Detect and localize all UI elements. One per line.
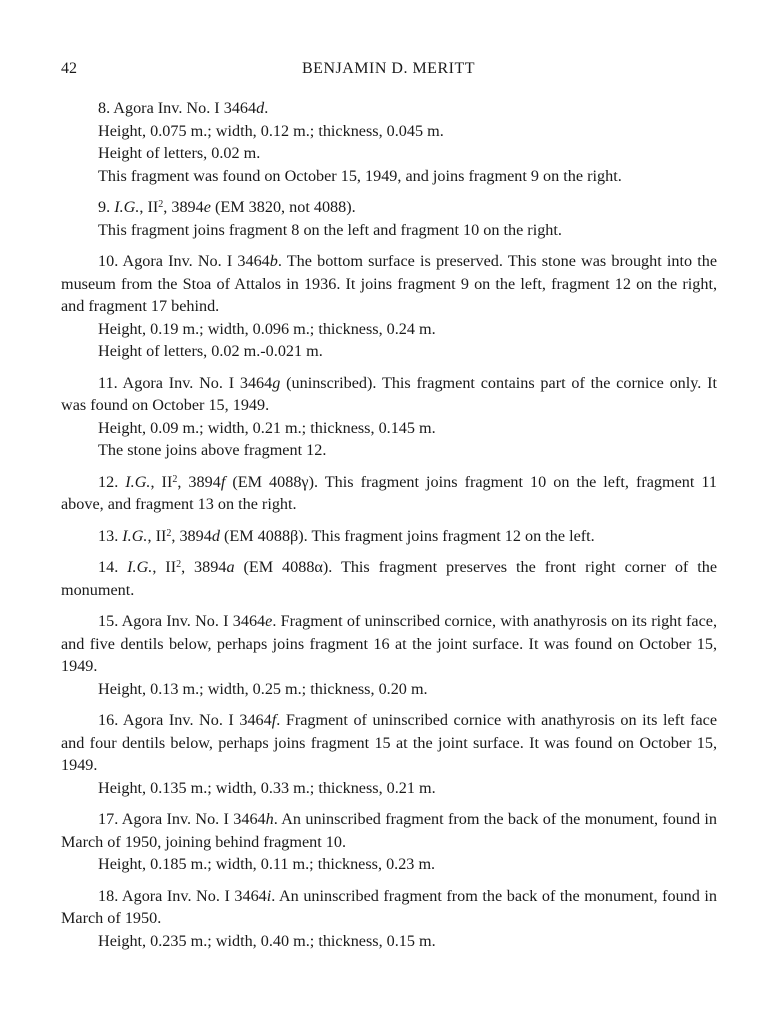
fragment-heading: 12. I.G., $II^2$, 3894f (EM 4088γ). This fragment joins fragment 10 on the left, fragment 11 above, and fragment 13 on the right. [61,472,718,513]
letter-height-line: Height of letters, 0.02 m. [98,144,261,162]
letter-height-line: Height of letters, 0.02 m.-0.021 m. [98,342,323,360]
dimensions-line: Height, 0.09 m.; width, 0.21 m.; thickness, 0.145 m. [98,418,436,437]
fragment-heading: 18. Agora Inv. No. I 3464i. An uninscribed fragment from the back of the monument, found in March of 1950. [61,886,717,927]
fragment-entry-18 [61,885,717,953]
fragment-entry-10 [61,250,717,363]
dimensions-line: Height, 0.19 m.; width, 0.096 m.; thickness, 0.24 m. [98,319,436,338]
fragment-entry-16 [61,709,717,799]
fragment-heading: 8. Agora Inv. No. I 3464d. [98,99,269,117]
fragment-entry-9 [61,196,717,241]
fragment-entry-17 [61,808,717,876]
dimensions-line: Height, 0.235 m.; width, 0.40 m.; thickness, 0.15 m. [98,931,436,950]
page-header [0,60,777,82]
fragment-entry-13 [61,525,717,548]
note-line: This fragment joins fragment 8 on the left and fragment 10 on the right. [98,220,562,239]
fragment-heading: 11. Agora Inv. No. I 3464g (uninscribed). This fragment contains part of the cornice only. It was found on October 15, 1949. [61,373,718,414]
dimensions-line: Height, 0.135 m.; width, 0.33 m.; thickness, 0.21 m. [98,778,436,797]
fragment-heading: 14. I.G., $II^2$, 3894a (EM 4088α). This fragment preserves the front right corner of the monument. [61,558,718,599]
page-body [61,97,717,961]
running-head: BENJAMIN D. MERITT [302,60,475,77]
fragment-heading: 16. Agora Inv. No. I 3464f. Fragment of uninscribed cornice with anathyrosis on its left face and four dentils below, perhaps joins fragment 15 at the joint surface. It was found on October 15, 1949. [61,711,718,774]
note-line: This fragment was found on October 15, 1949, and joins fragment 9 on the right. [98,166,622,185]
dimensions-line: Height, 0.13 m.; width, 0.25 m.; thickness, 0.20 m. [98,679,428,698]
fragment-heading: 13. I.G., $II^2$, 3894d (EM 4088β). This fragment joins fragment 12 on the left. [98,526,595,545]
fragment-heading: 9. I.G., $II^2$, 3894e (EM 3820, not 4088). [98,198,356,216]
fragment-entry-12 [61,471,717,516]
fragment-entry-14 [61,556,717,601]
fragment-heading: 10. Agora Inv. No. I 3464b. The bottom surface is preserved. This stone was brought into the museum from the Stoa of Attalos in 1936. It joins fragment 9 on the left, fragment 12 on the right, and fragment 17 behind. [61,252,718,315]
dimensions-line: Height, 0.185 m.; width, 0.11 m.; thickness, 0.23 m. [98,855,436,873]
fragment-heading: 15. Agora Inv. No. I 3464e. Fragment of uninscribed cornice, with anathyrosis on its right face, and five dentils below, perhaps joins fragment 16 at the joint surface. It was found on October 15, 1949. [61,612,717,675]
fragment-entry-8 [61,97,717,187]
fragment-entry-11 [61,372,717,462]
dimensions-line: Height, 0.075 m.; width, 0.12 m.; thickness, 0.045 m. [98,121,444,140]
fragment-heading: 17. Agora Inv. No. I 3464h. An uninscribed fragment from the back of the monument, found in March of 1950, joining behind fragment 10. [61,810,718,851]
fragment-entry-15 [61,610,717,700]
page-number: 42 [61,60,77,77]
note-line: The stone joins above fragment 12. [98,441,327,459]
